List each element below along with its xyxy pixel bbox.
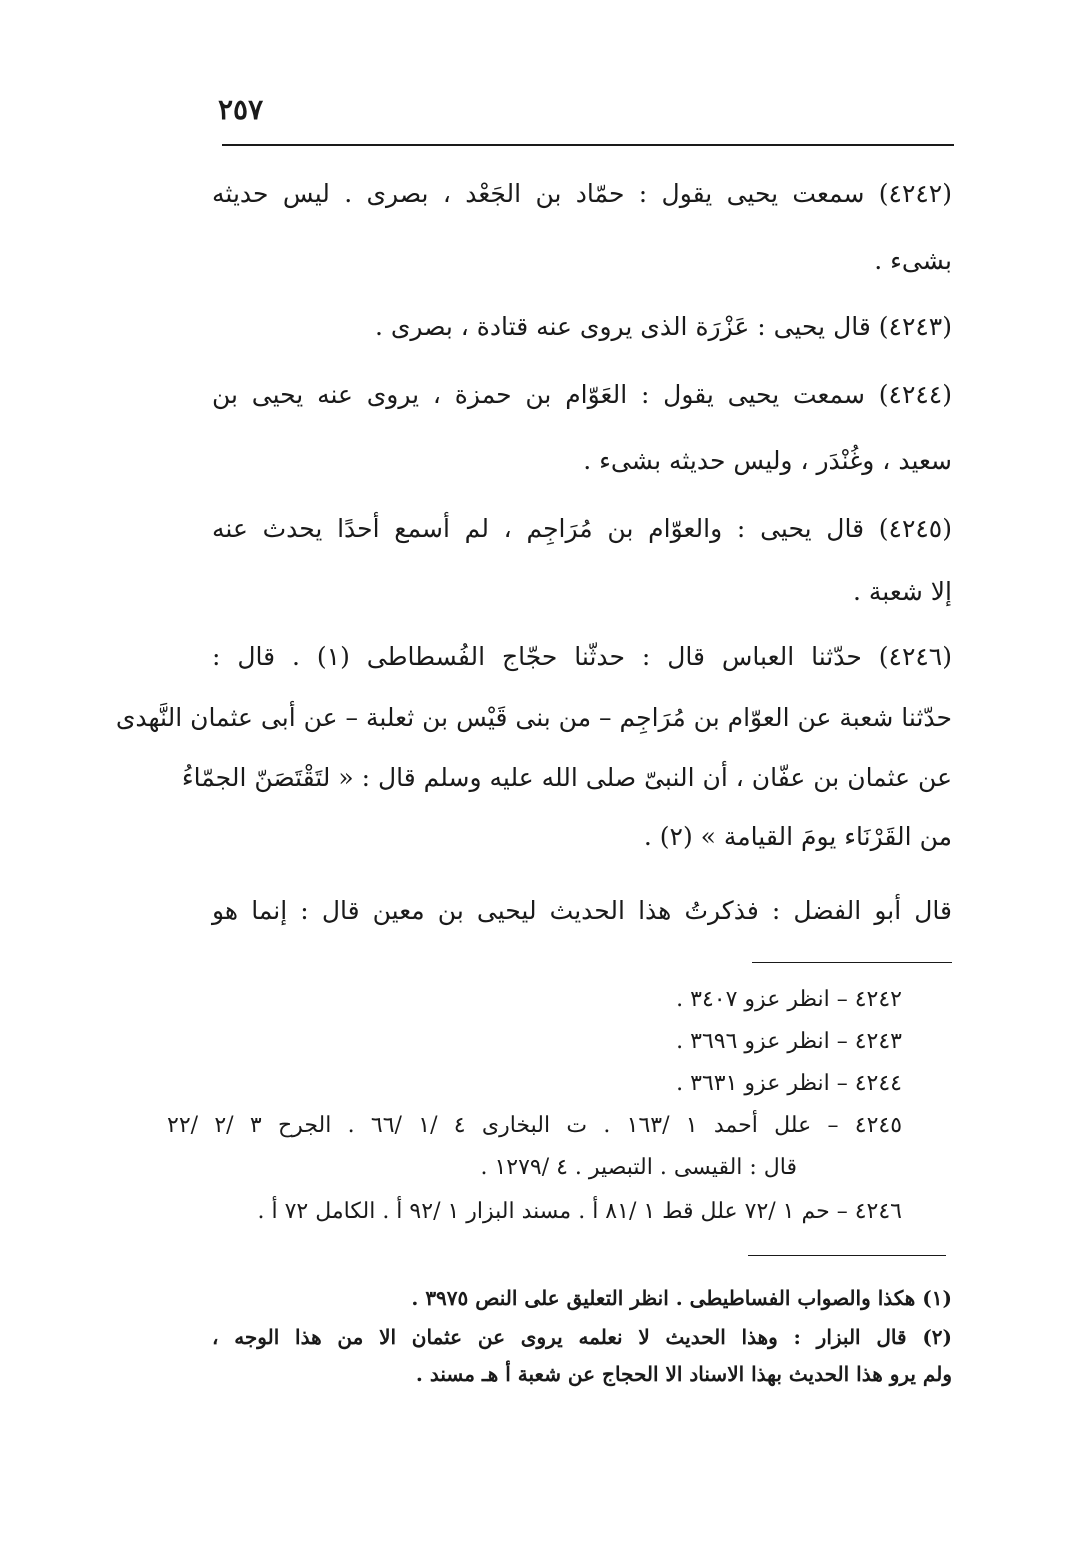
reference-4246: ٤٢٤٦ – حم ١ /٧٢ علل قط ١ /٨١ أ . مسند البزار ١ /٩٢ أ . الكامل ٧٢ أ .: [257, 1199, 902, 1224]
entry-abu-alfadl-line: قال أبو الفضل : فذكرتُ هذا الحديث ليحيى بن معين قال : إنما هو: [212, 896, 952, 925]
entry-4244-line-1: (٤٢٤٤) سمعت يحيى يقول : العَوّام بن حمزة ، يروى عنه يحيى بن: [212, 380, 952, 409]
entry-4243-line-1: (٤٢٤٣) قال يحيى : عَزْرَة الذى يروى عنه قتادة ، بصرى .: [374, 312, 952, 341]
entry-4246-line-1: (٤٢٤٦) حدّثنا العباس قال : حدثّنا حجّاج الفُسطاطى (١) . قال :: [212, 642, 952, 671]
entry-4244-line-2: سعيد ، وغُنْدَر ، وليس حديثه بشىء .: [583, 446, 952, 475]
footnote-2-line-1: (٢) قال البزار : وهذا الحديث لا نعلمه يروى عن عثمان الا من هذا الوجه ،: [212, 1325, 952, 1349]
reference-4245: ٤٢٤٥ – علل أحمد ١ /١٦٣ . ت البخارى ٤ /١ /٦٦ . الجرح ٣ /٢ /٢٢: [167, 1113, 903, 1138]
entry-4245-line-2: إلا شعبة .: [853, 577, 952, 606]
entry-4246-line-4: من القَرْنَاء يومَ القيامة » (٢) .: [643, 822, 952, 851]
entry-4246-line-3: عن عثمان بن عفّان ، أن النبىّ صلى الله عليه وسلم قال : « لتَقْتَصَنّ الجمّاءُ: [181, 763, 952, 792]
footnote-2-line-2: ولم يرو هذا الحديث بهذا الاسناد الا الحجاج عن شعبة أ هـ مسند .: [415, 1362, 952, 1386]
notes-rule: [748, 1255, 946, 1256]
references-rule: [752, 962, 952, 963]
entry-4242-line-2: بشىء .: [874, 246, 952, 275]
reference-4244: ٤٢٤٤ – انظر عزو ٣٦٣١ .: [676, 1071, 902, 1096]
footnote-1: (١) هكذا والصواب الفساطيطى . انظر التعليق على النص ٣٩٧٥ .: [411, 1286, 952, 1310]
entry-4245-line-1: (٤٢٤٥) قال يحيى : والعوّام بن مُرَاجِم ، لم أسمع أحدًا يحدث عنه: [212, 514, 952, 543]
reference-4243: ٤٢٤٣ – انظر عزو ٣٦٩٦ .: [676, 1029, 902, 1054]
entry-4242-line-1: (٤٢٤٢) سمعت يحيى يقول : حمّاد بن الجَعْد ، بصرى . ليس حديثه: [212, 179, 952, 208]
reference-4242: ٤٢٤٢ – انظر عزو ٣٤٠٧ .: [676, 987, 902, 1012]
page-number: ٢٥٧: [218, 93, 264, 126]
header-rule: [222, 144, 954, 146]
reference-4245-continuation: قال : القيسى . التبصير . ٤ /١٢٧٩ .: [480, 1155, 797, 1180]
entry-4246-line-2: حدّثنا شعبة عن العوّام بن مُرَاجِم – من بنى قَيْس بن ثعلبة – عن أبى عثمان النَّهدى: [115, 703, 952, 732]
